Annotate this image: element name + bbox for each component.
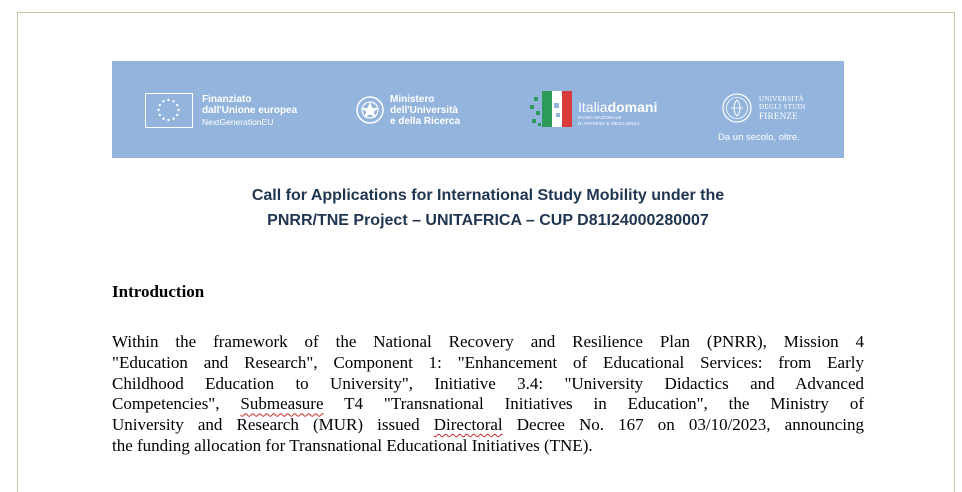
brand-prefix: Italia — [578, 99, 608, 115]
mur-line3: e della Ricerca — [390, 116, 461, 127]
italiadomani-sub2: DI RIPRESA E RESILIENZA — [578, 121, 640, 126]
italiadomani-brand — [578, 100, 657, 114]
introduction-paragraph — [112, 332, 864, 457]
eu-funding-text — [202, 94, 297, 128]
para-line4 — [112, 394, 864, 415]
title-line2: PNRR/TNE Project – UNITAFRICA – CUP D81I24000280007 — [267, 212, 709, 229]
mur-line1: Ministero — [390, 94, 435, 105]
mur-text — [390, 94, 460, 127]
italiadomani-flag-icon — [528, 89, 576, 136]
para-line4-a: Competencies", — [112, 394, 241, 414]
title-line1: Call for Applications for International Study Mobility under the — [251, 187, 725, 204]
eu-flag-icon — [145, 93, 193, 128]
unifi-seal-icon — [721, 92, 753, 129]
unifi-line2: DEGLI STUDI — [759, 103, 806, 111]
para-line5 — [112, 415, 864, 436]
para-line6: the funding allocation for Transnational Educational Initiatives (TNE). — [112, 435, 593, 455]
brand-suffix: domani — [607, 99, 658, 115]
spellcheck-word-directoral[interactable]: Directoral — [433, 415, 503, 435]
section-heading: Introduction — [112, 282, 205, 301]
mur-line2: dell'Università — [390, 105, 458, 116]
para-line4-c: T4 "Transnational Initiatives in Education", the Ministry of — [323, 394, 865, 414]
italiadomani-text — [578, 100, 657, 126]
para-line2: "Education and Research", Component 1: "Enhancement of Educational Services: from Early — [112, 352, 864, 372]
eu-line3: NextGenerationEU — [202, 117, 274, 127]
eu-line1: Finanziato — [202, 94, 252, 105]
para-line5-c: Decree No. 167 on 03/10/2023, announcing — [502, 415, 864, 435]
unifi-motto: Da un secolo, oltre. — [718, 132, 800, 143]
para-line1: Within the framework of the National Recovery and Resilience Plan (PNRR), Mission 4 — [112, 332, 864, 351]
para-line5-a: University and Research (MUR) issued — [112, 415, 434, 435]
document-title — [112, 183, 864, 233]
funding-logos-banner — [112, 61, 844, 158]
italiadomani-sub1: PIANO NAZIONALE — [578, 115, 622, 120]
italian-emblem-icon — [355, 93, 385, 132]
unifi-line3: FIRENZE — [759, 111, 799, 121]
unifi-name — [759, 95, 806, 121]
unifi-line1: UNIVERSITÀ — [759, 95, 804, 103]
spellcheck-word-submeasure[interactable]: Submeasure — [240, 394, 324, 414]
para-line3: Childhood Education to University", Initiative 3.4: "University Didactics and Advanced — [112, 373, 864, 393]
eu-line2: dall'Unione europea — [202, 105, 298, 116]
